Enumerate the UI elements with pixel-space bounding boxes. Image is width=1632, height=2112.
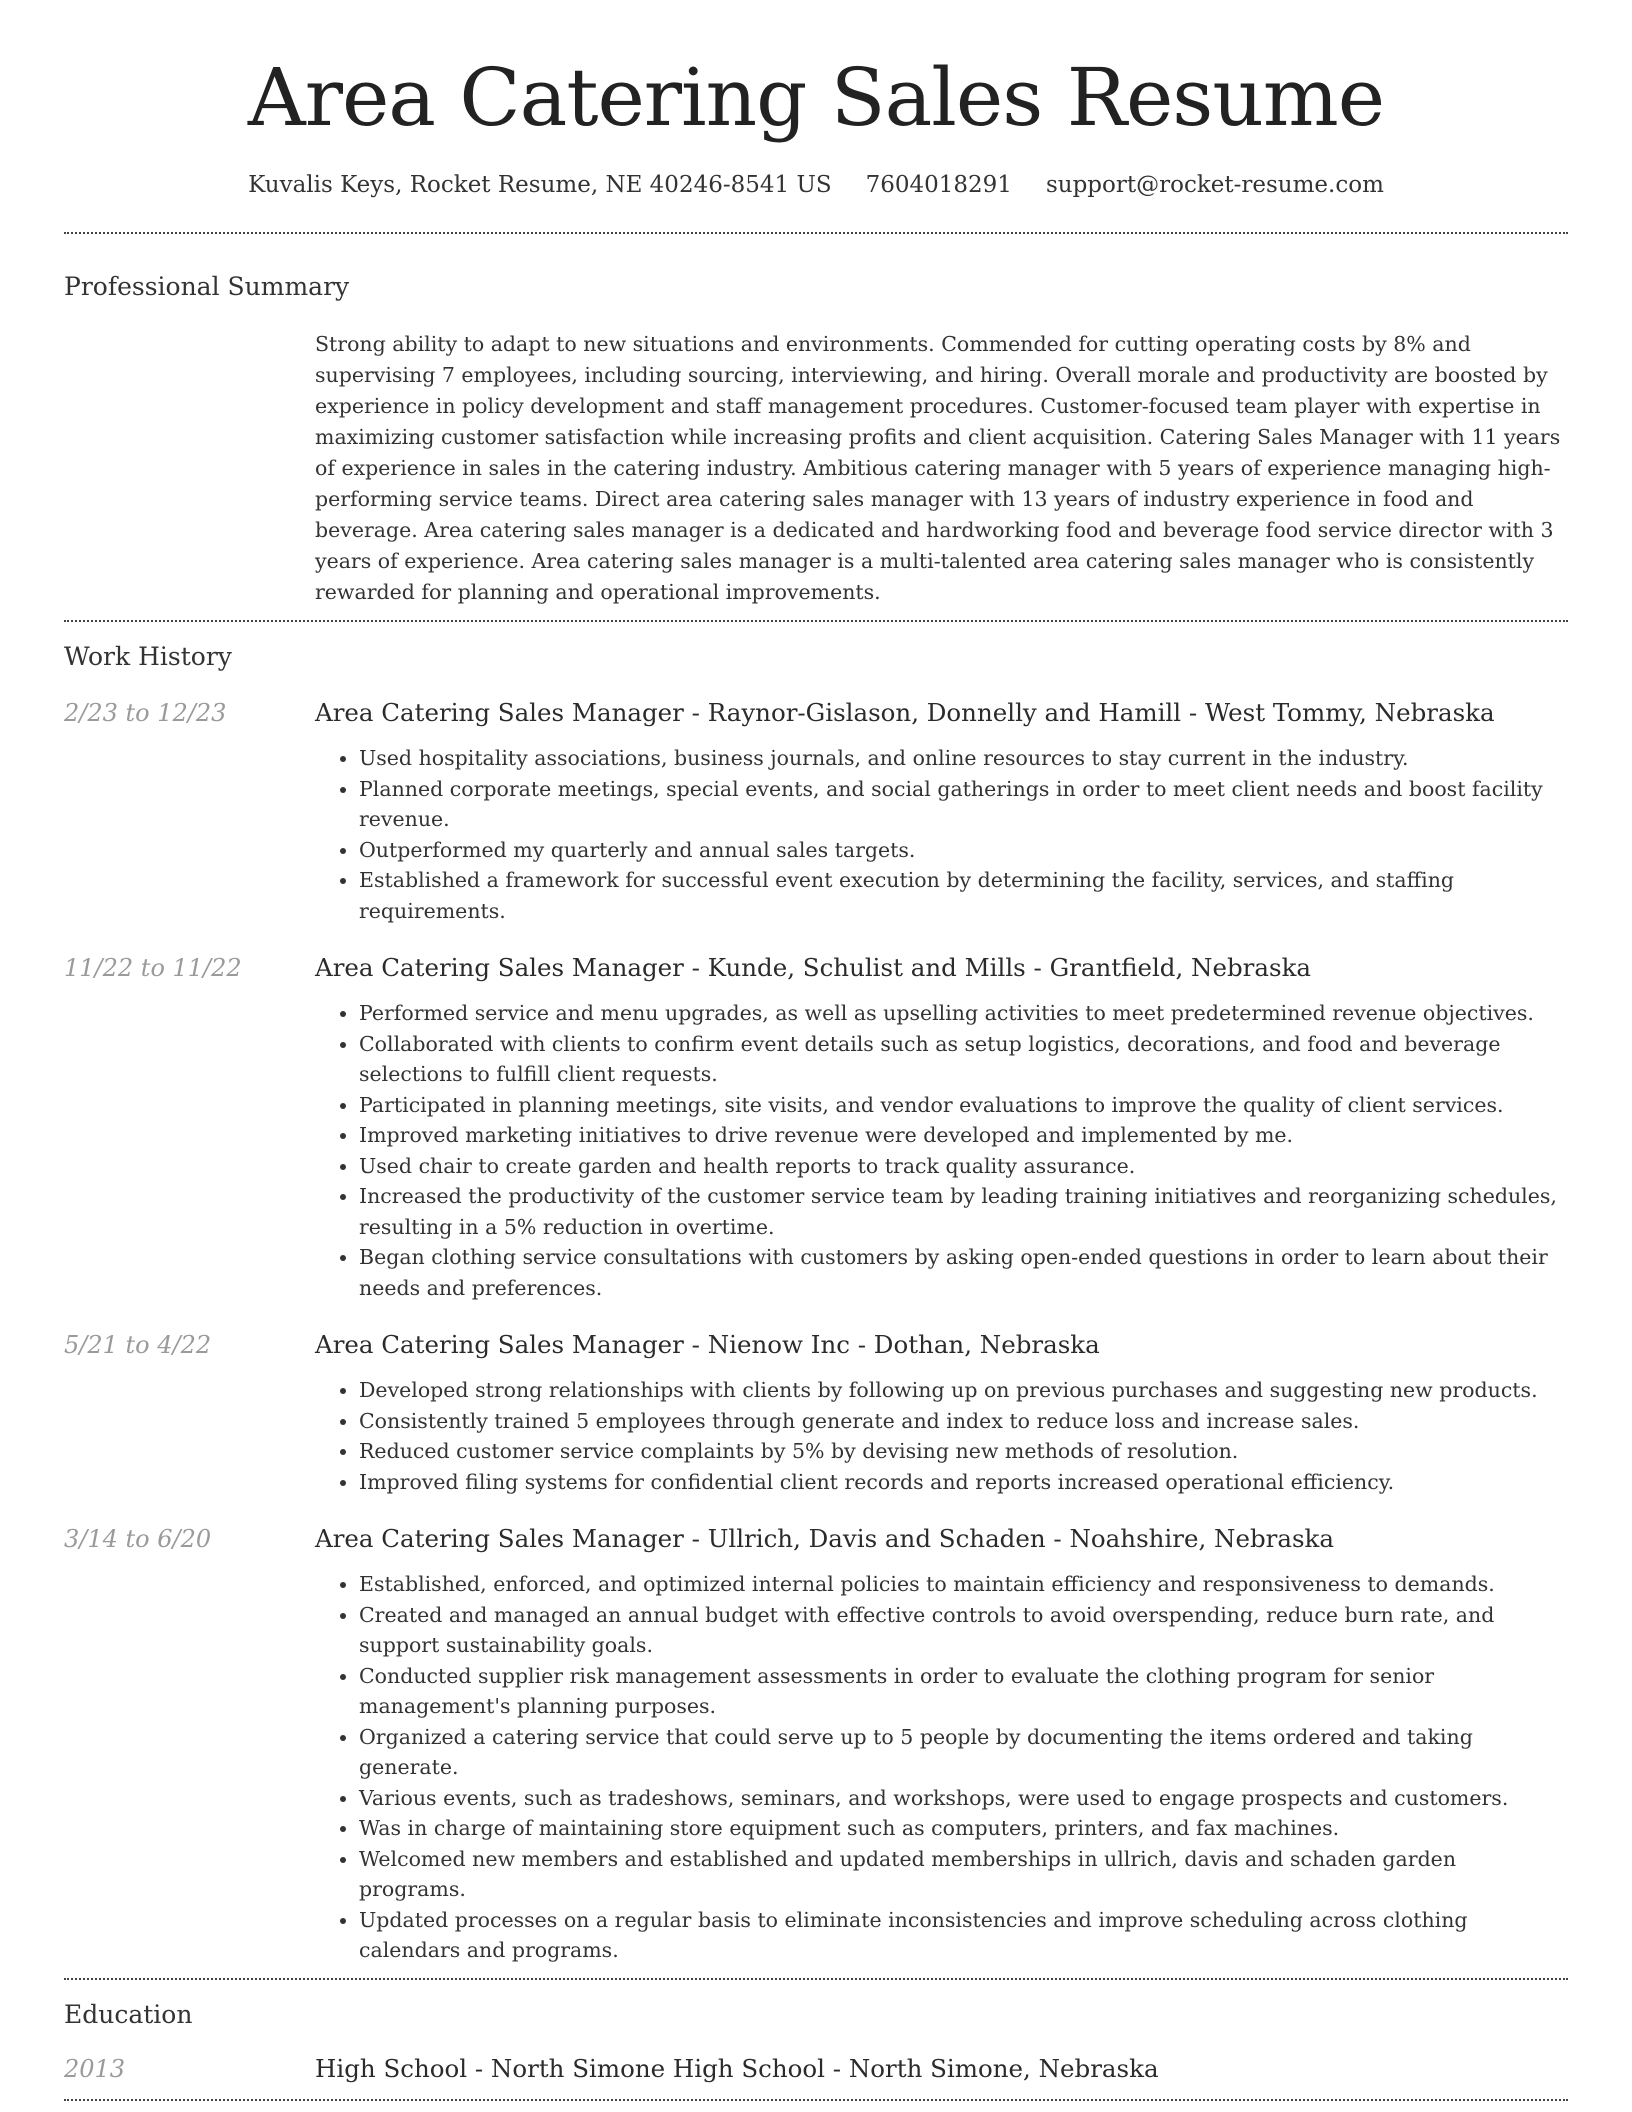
education-entry bbox=[64, 2053, 1568, 2099]
job-bullet: • Performed service and menu upgrades, as well as upselling activities to meet predetermined revenue objectives. bbox=[359, 998, 1568, 1029]
job-bullet: • Created and managed an annual budget with effective controls to avoid overspending, reduce burn rate, and support sustainability goals. bbox=[359, 1600, 1568, 1661]
job-bullets bbox=[315, 1375, 1568, 1497]
job-title: Area Catering Sales Manager - Kunde, Schulist and Mills - Grantfield, Nebraska bbox=[315, 953, 1312, 982]
resume-title: Area Catering Sales Resume bbox=[247, 51, 1385, 144]
job-title: Area Catering Sales Manager - Raynor-Gislason, Donnelly and Hamill - West Tommy, Nebraska bbox=[315, 698, 1495, 727]
job-bullet: • Began clothing service consultations with customers by asking open-ended questions in order to learn about their needs and preferences. bbox=[359, 1242, 1568, 1303]
job-bullet: • Established a framework for successful event execution by determining the facility, services, and staffing requirements. bbox=[359, 865, 1568, 926]
education-title: High School - North Simone High School - North Simone, Nebraska bbox=[315, 2053, 1159, 2083]
job-bullet: • Conducted supplier risk management assessments in order to evaluate the clothing program for senior management's planning purposes. bbox=[359, 1661, 1568, 1722]
job-bullet: • Planned corporate meetings, special events, and social gatherings in order to meet client needs and boost facility revenue. bbox=[359, 774, 1568, 835]
section-divider bbox=[64, 232, 1568, 234]
job-bullet: • Developed strong relationships with clients by following up on previous purchases and suggesting new products. bbox=[359, 1375, 1568, 1406]
job-bullet: • Various events, such as tradeshows, seminars, and workshops, were used to engage prospects and customers. bbox=[359, 1783, 1568, 1814]
job-title: Area Catering Sales Manager - Nienow Inc - Dothan, Nebraska bbox=[315, 1330, 1100, 1359]
job-body bbox=[315, 1523, 1568, 1966]
job-bullets bbox=[315, 998, 1568, 1303]
job-bullet: • Welcomed new members and established and updated memberships in ullrich, davis and schaden garden programs. bbox=[359, 1844, 1568, 1905]
job-bullet: • Increased the productivity of the customer service team by leading training initiatives and reorganizing schedules, resulting in a 5% reduction in overtime. bbox=[359, 1181, 1568, 1242]
education-year: 2013 bbox=[64, 2054, 126, 2083]
job-bullet: • Improved marketing initiatives to drive revenue were developed and implemented by me. bbox=[359, 1120, 1568, 1151]
job-entry bbox=[64, 1329, 1568, 1497]
contact-phone: 7604018291 bbox=[865, 172, 1012, 198]
resume-page bbox=[64, 0, 1568, 2101]
education-section bbox=[64, 2000, 1568, 2099]
job-dates: 11/22 to 11/22 bbox=[64, 954, 242, 982]
job-entry bbox=[64, 1523, 1568, 1966]
summary-text: Strong ability to adapt to new situations and environments. Commended for cutting operating costs by 8% and supervising 7 employees, including sourcing, interviewing, and hiring. Overall morale and productivity are boosted by experience in policy development and staff management procedures. Customer-focused team player with expertise in maximizing customer satisfaction while increasing profits and client acquisition. Catering Sales Manager with 11 years of experience in sales in the catering industry. Ambitious catering manager with 5 years of experience managing high-performing service teams. Direct area catering sales manager with 13 years of industry experience in food and beverage. Area catering sales manager is a dedicated and hardworking food and beverage food service director with 3 years of experience. Area catering sales manager is a multi-talented area catering sales manager who is consistently rewarded for planning and operational improvements. bbox=[315, 332, 1561, 604]
job-bullet: • Used chair to create garden and health reports to track quality assurance. bbox=[359, 1151, 1568, 1182]
job-bullets bbox=[315, 743, 1568, 926]
job-bullet: • Improved filing systems for confidential client records and reports increased operational efficiency. bbox=[359, 1467, 1568, 1498]
job-bullet: • Reduced customer service complaints by 5% by devising new methods of resolution. bbox=[359, 1436, 1568, 1467]
job-body bbox=[315, 952, 1568, 1303]
contact-line bbox=[64, 172, 1568, 198]
job-bullet: • Outperformed my quarterly and annual sales targets. bbox=[359, 835, 1568, 866]
job-bullet: • Collaborated with clients to confirm event details such as setup logistics, decorations, and food and beverage selections to fulfill client requests. bbox=[359, 1029, 1568, 1090]
section-heading-summary: Professional Summary bbox=[64, 272, 350, 301]
section-divider bbox=[64, 1978, 1568, 1980]
section-heading-education: Education bbox=[64, 1999, 193, 2029]
job-bullet: • Updated processes on a regular basis to eliminate inconsistencies and improve scheduling across clothing calendars and programs. bbox=[359, 1905, 1568, 1966]
contact-address: Kuvalis Keys, Rocket Resume, NE 40246-8541 US bbox=[248, 172, 832, 198]
job-body bbox=[315, 697, 1568, 926]
job-bullet: • Participated in planning meetings, site visits, and vendor evaluations to improve the quality of client services. bbox=[359, 1090, 1568, 1121]
section-divider bbox=[64, 2099, 1568, 2101]
job-dates: 2/23 to 12/23 bbox=[64, 699, 227, 727]
section-heading-work: Work History bbox=[64, 642, 232, 671]
job-bullet: • Was in charge of maintaining store equipment such as computers, printers, and fax machines. bbox=[359, 1813, 1568, 1844]
job-body bbox=[315, 1329, 1568, 1497]
job-bullet: • Organized a catering service that could serve up to 5 people by documenting the items ordered and taking generate. bbox=[359, 1722, 1568, 1783]
job-bullets bbox=[315, 1569, 1568, 1966]
job-title: Area Catering Sales Manager - Ullrich, Davis and Schaden - Noahshire, Nebraska bbox=[315, 1524, 1335, 1553]
professional-summary-section bbox=[64, 272, 1568, 620]
job-entry bbox=[64, 697, 1568, 926]
job-dates: 5/21 to 4/22 bbox=[64, 1331, 212, 1359]
work-history-section bbox=[64, 642, 1568, 1978]
job-dates: 3/14 to 6/20 bbox=[64, 1525, 212, 1553]
job-bullet: • Consistently trained 5 employees through generate and index to reduce loss and increase sales. bbox=[359, 1406, 1568, 1437]
job-bullet: • Used hospitality associations, business journals, and online resources to stay current in the industry. bbox=[359, 743, 1568, 774]
contact-email: support@rocket-resume.com bbox=[1045, 172, 1384, 198]
section-divider bbox=[64, 620, 1568, 622]
job-entry bbox=[64, 952, 1568, 1303]
job-bullet: • Established, enforced, and optimized internal policies to maintain efficiency and responsiveness to demands. bbox=[359, 1569, 1568, 1600]
